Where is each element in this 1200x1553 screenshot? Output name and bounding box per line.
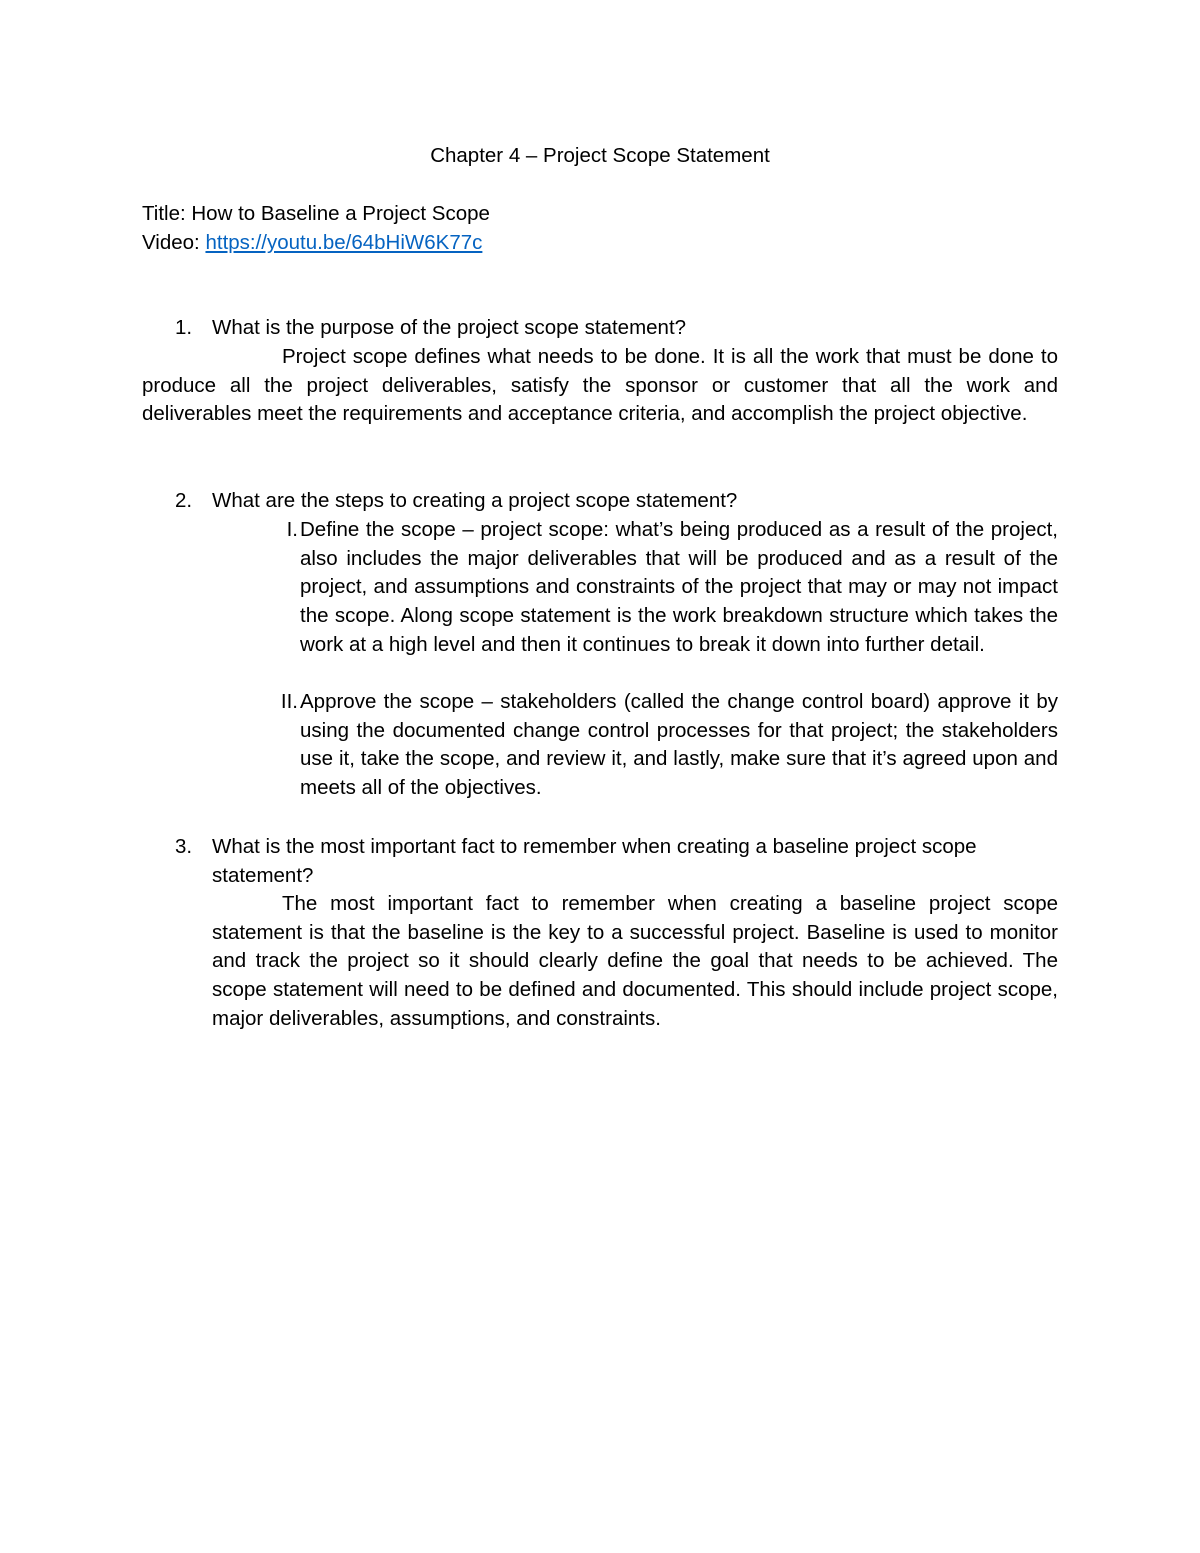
title-label: Title:	[142, 202, 186, 225]
question-number: 2.	[175, 489, 193, 512]
document-title: Chapter 4 – Project Scope Statement	[430, 144, 770, 167]
question-number: 3.	[175, 835, 193, 858]
step-text: Approve the scope – stakeholders (called the change control board) approve it by using the documented change control processes for that project; the stakeholders use it, take the scope, and review it, and lastly, make sure that it’s agreed upon and meets all of the objectives.	[300, 690, 1058, 800]
title-line	[142, 200, 490, 229]
question-text: What is the purpose of the project scope statement?	[212, 316, 687, 339]
step-numeral: II.	[280, 690, 298, 713]
question-text: What is the most important fact to remember when creating a baseline project scope statement?	[212, 835, 977, 887]
answer-3	[212, 890, 1058, 1034]
title-value: How to Baseline a Project Scope	[191, 202, 490, 225]
video-line	[142, 229, 482, 258]
video-link[interactable]: https://youtu.be/64bHiW6K77c	[205, 231, 483, 254]
answer-text: The most important fact to remember when creating a baseline project scope statement is that the baseline is the key to a successful project. Baseline is used to monitor and track the project so it should clearly define the goal that needs to be achieved. The scope statement will need to be defined and documented. This should include project scope, major deliverables, assumptions, and constraints.	[212, 892, 1058, 1030]
answer-1	[142, 343, 1058, 429]
video-label: Video:	[142, 231, 200, 254]
question-number: 1.	[175, 316, 193, 339]
step-numeral: I.	[286, 518, 298, 541]
answer-text: Project scope defines what needs to be done. It is all the work that must be done to produce all the project deliverables, satisfy the sponsor or customer that all the work and deliverables meet the requirements and acceptance criteria, and accomplish the project objective.	[142, 345, 1058, 426]
step-text: Define the scope – project scope: what’s being produced as a result of the project, also includes the major deliverables that will be produced and as a result of the project, and assumptions and constraints of the project that may or may not impact the scope. Along scope statement is the work breakdown structure which takes the work at a high level and then it continues to break it down into further detail.	[300, 518, 1058, 656]
question-text: What are the steps to creating a project scope statement?	[212, 489, 738, 512]
